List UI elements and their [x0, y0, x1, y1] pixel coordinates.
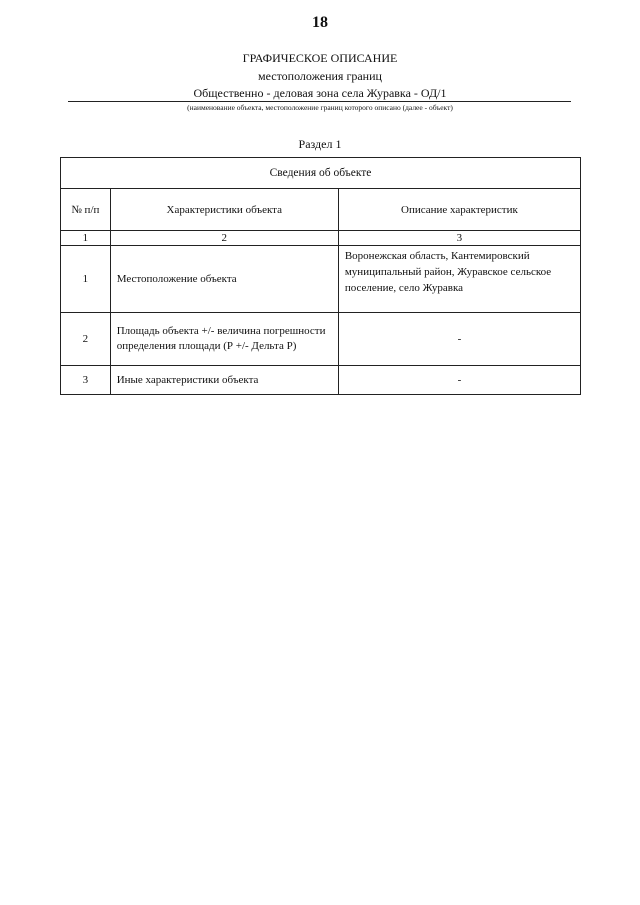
table-caption-row	[61, 158, 581, 189]
row-characteristic: Иные характеристики объекта	[110, 366, 338, 395]
table-row	[61, 366, 581, 395]
column-header-number: № п/п	[61, 189, 111, 231]
column-number-row	[61, 231, 581, 246]
title-underline	[68, 101, 571, 102]
row-description: -	[338, 313, 580, 366]
column-number: 2	[110, 231, 338, 246]
column-header-characteristics: Характеристики объекта	[110, 189, 338, 231]
table-row	[61, 246, 581, 313]
object-name: Общественно - деловая зона села Журавка - ОД/1	[193, 86, 447, 100]
table-header-row	[61, 189, 581, 231]
row-number: 1	[61, 246, 111, 313]
column-header-description: Описание характеристик	[338, 189, 580, 231]
row-description: Воронежская область, Кантемировский муниципальный район, Журавское сельское поселение, село Журавка	[338, 246, 580, 313]
column-number: 3	[338, 231, 580, 246]
table-row	[61, 313, 581, 366]
row-description: -	[338, 366, 580, 395]
document-subtitle: местоположения границ	[258, 69, 382, 83]
row-number: 2	[61, 313, 111, 366]
row-characteristic: Площадь объекта +/- величина погрешности определения площади (Р +/- Дельта Р)	[110, 313, 338, 366]
object-name-note: (наименование объекта, местоположение границ которого описано (далее - объект)	[187, 103, 453, 112]
document-title: ГРАФИЧЕСКОЕ ОПИСАНИЕ	[242, 51, 398, 65]
section-title: Раздел 1	[298, 137, 342, 151]
column-number: 1	[61, 231, 111, 246]
table-caption: Сведения об объекте	[61, 158, 581, 189]
row-number: 3	[61, 366, 111, 395]
object-info-table	[60, 157, 581, 395]
page-number: 18	[312, 14, 328, 31]
row-characteristic: Местоположение объекта	[110, 246, 338, 313]
